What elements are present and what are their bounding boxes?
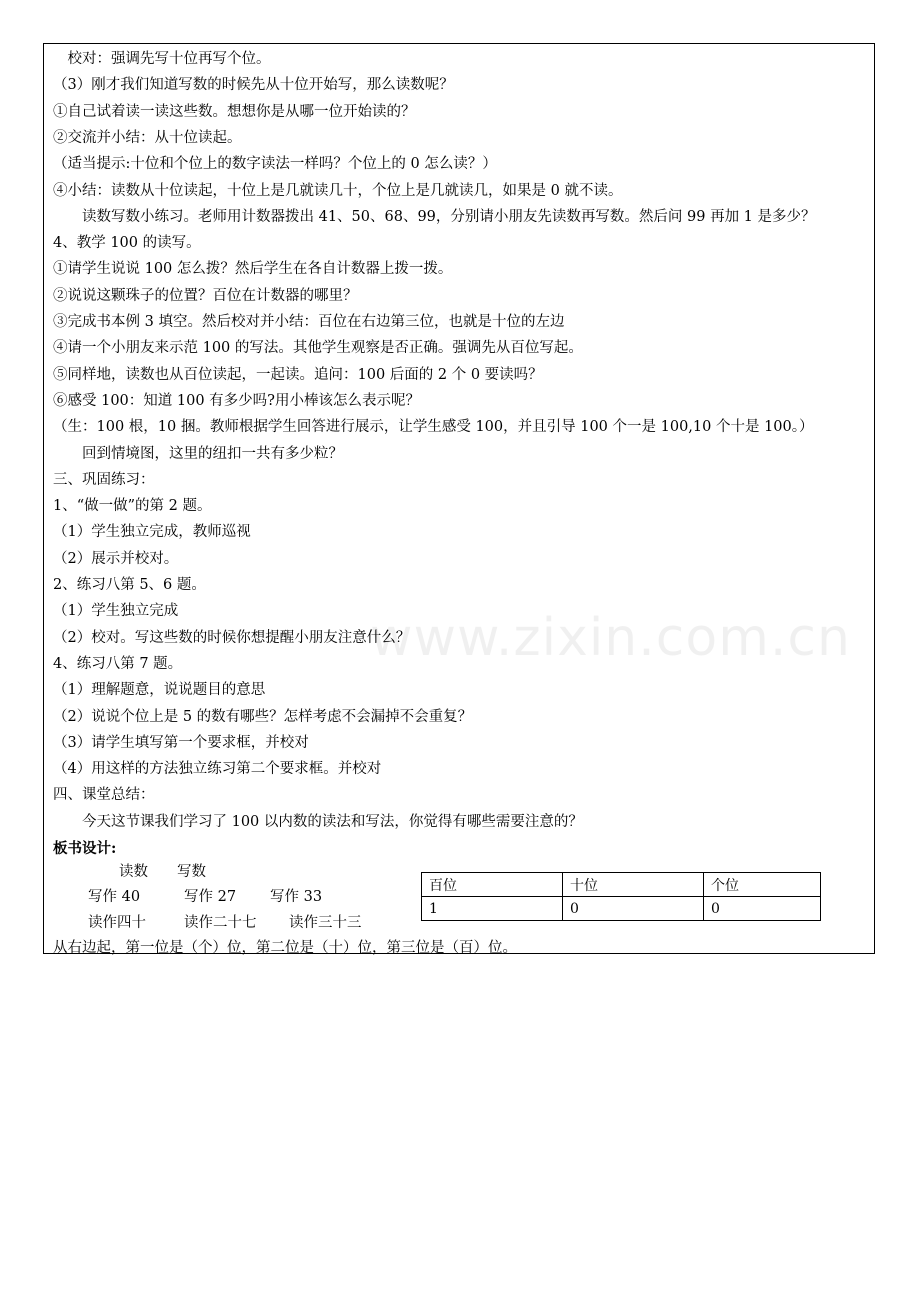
text-line: 读数写数小练习。老师用计数器拨出 41、50、68、99，分别请小朋友先读数再写数。然后问 99 再加 1 是多少？ xyxy=(53,208,816,225)
board-write-27: 写作 27 xyxy=(184,889,237,905)
board-write-40: 写作 40 xyxy=(88,889,141,905)
text-line: ⑥感受 100：知道 100 有多少吗?用小棒该怎么表示呢？ xyxy=(53,392,420,409)
table-cell-tens: 0 xyxy=(563,897,704,921)
text-line: （3）刚才我们知道写数的时候先从十位开始写，那么读数呢？ xyxy=(53,77,454,94)
board-design-title: 板书设计: xyxy=(53,840,117,857)
text-line: 1、“做一做”的第 2 题。 xyxy=(53,498,212,515)
text-line: 四、课堂总结： xyxy=(53,787,155,804)
table-header-ones: 个位 xyxy=(704,873,821,897)
text-line: （4）用这样的方法独立练习第二个要求框。并校对 xyxy=(53,761,382,778)
text-line: ①自己试着读一读这些数。想想你是从哪一位开始读的？ xyxy=(53,103,416,120)
board-write-33: 写作 33 xyxy=(270,889,323,905)
text-line: 校对：强调先写十位再写个位。 xyxy=(53,51,271,67)
text-line: 2、练习八第 5、6 题。 xyxy=(53,577,206,593)
text-line: ①请学生说说 100 怎么拨？然后学生在各自计数器上拨一拨。 xyxy=(53,261,453,278)
text-line: （1）理解题意，说说题目的意思 xyxy=(53,682,266,699)
table-row xyxy=(422,873,821,897)
table-cell-hundreds: 1 xyxy=(422,897,563,921)
board-read-27: 读作二十七 xyxy=(184,915,257,931)
text-line: 三、巩固练习： xyxy=(53,471,155,488)
board-header: 读数 写数 xyxy=(119,864,206,880)
text-line: （适当提示:十位和个位上的数字读法一样吗？个位上的 0 怎么读？） xyxy=(53,156,497,173)
table-header-hundreds: 百位 xyxy=(422,873,563,897)
text-line: ④小结：读数从十位读起，十位上是几就读几十，个位上是几就读几，如果是 0 就不读。 xyxy=(53,182,623,199)
text-line: 回到情境图，这里的纽扣一共有多少粒？ xyxy=(53,445,343,462)
text-line: ②说说这颗珠子的位置？百位在计数器的哪里？ xyxy=(53,287,358,304)
text-line: （1）学生独立完成 xyxy=(53,603,179,620)
text-line: ⑤同样地，读数也从百位读起，一起读。追问：100 后面的 2 个 0 要读吗？ xyxy=(53,366,543,383)
text-line: （2）展示并校对。 xyxy=(53,550,179,567)
text-line: ③完成书本例 3 填空。然后校对并小结：百位在右边第三位，也就是十位的左边 xyxy=(53,314,565,330)
place-value-table xyxy=(421,872,821,921)
text-line: （2）校对。写这些数的时候你想提醒小朋友注意什么？ xyxy=(53,629,411,646)
text-line: ④请一个小朋友来示范 100 的写法。其他学生观察是否正确。强调先从百位写起。 xyxy=(53,340,583,357)
table-row xyxy=(422,897,821,921)
board-read-33: 读作三十三 xyxy=(289,915,362,931)
text-line: 4、练习八第 7 题。 xyxy=(53,655,183,672)
text-line: 今天这节课我们学习了 100 以内数的读法和写法，你觉得有哪些需要注意的？ xyxy=(53,813,583,830)
board-footer: 从右边起，第一位是（个）位，第二位是（十）位，第三位是（百）位。 xyxy=(53,940,517,956)
text-line: ②交流并小结：从十位读起。 xyxy=(53,129,242,146)
text-line: （生：100 根，10 捆。教师根据学生回答进行展示，让学生感受 100，并且引导 100 个一是 100,10 个十是 100。） xyxy=(53,419,814,436)
text-line: （3）请学生填写第一个要求框，并校对 xyxy=(53,734,309,751)
table-header-tens: 十位 xyxy=(563,873,704,897)
table-cell-ones: 0 xyxy=(704,897,821,921)
text-line: （2）说说个位上是 5 的数有哪些？怎样考虑不会漏掉不会重复？ xyxy=(53,708,473,725)
text-line: （1）学生独立完成，教师巡视 xyxy=(53,524,251,541)
text-line: 4、教学 100 的读写。 xyxy=(53,235,201,252)
board-read-40: 读作四十 xyxy=(88,915,146,931)
lesson-plan-frame xyxy=(43,43,875,954)
watermark: www.zixin.com.cn xyxy=(370,608,851,668)
